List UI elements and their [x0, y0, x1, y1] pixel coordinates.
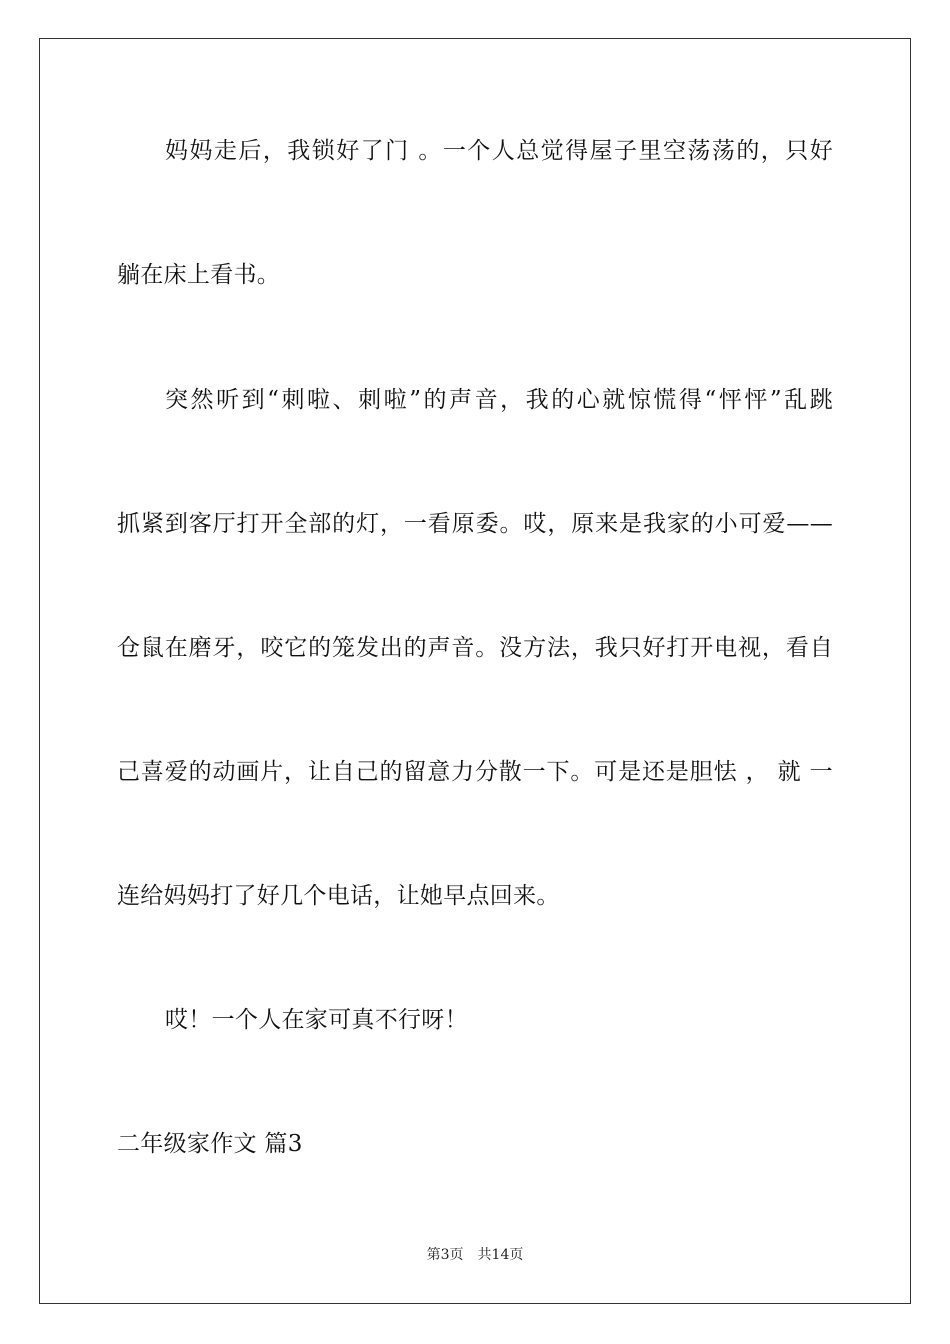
paragraph-1-line-2: 躺在床上看书。 [117, 262, 281, 288]
paragraph-3-line-1: 哎！一个人在家可真不行呀！ [165, 1007, 468, 1033]
page-number: 第3页 [426, 1247, 464, 1263]
section-heading: 二年级家作文 篇3 [117, 1131, 303, 1157]
page-total: 共14页 [477, 1247, 524, 1263]
paragraph-2-line-5: 连给妈妈打了好几个电话，让她早点回来。 [117, 883, 560, 909]
paragraph-2-line-4: 己喜爱的动画片，让自己的留意力分散一下。可是还是胆怯 ， 就 一 [117, 759, 833, 785]
paragraph-2-line-3: 仓鼠在磨牙，咬它的笼发出的声音。没方法，我只好打开电视，看自 [117, 635, 833, 661]
paragraph-2-line-2: 抓紧到客厅打开全部的灯，一看原委。哎，原来是我家的小可爱—— [117, 511, 833, 537]
paragraph-2-line-1: 突然听到“刺啦、刺啦”的声音，我的心就惊慌得“怦怦”乱跳 [165, 387, 833, 413]
page-footer [0, 1246, 950, 1264]
paragraph-1-line-1: 妈妈走后，我锁好了门 。一个人总觉得屋子里空荡荡的，只好 [165, 138, 833, 164]
page-border [39, 38, 911, 1304]
